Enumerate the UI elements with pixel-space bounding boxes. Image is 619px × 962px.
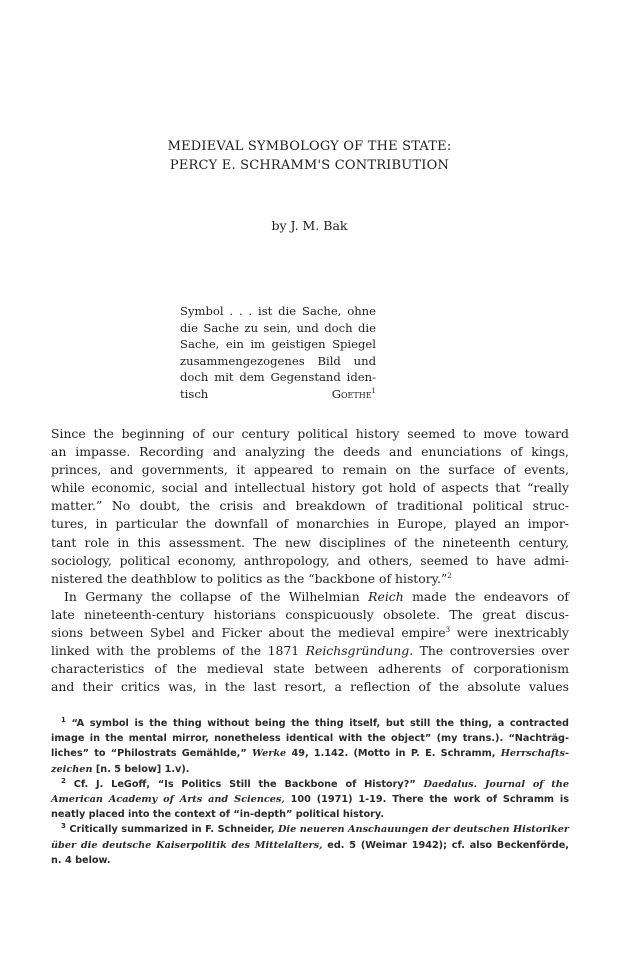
epigraph-last-line bbox=[180, 386, 376, 403]
footnote-italic: Daedalus. Journal of the bbox=[423, 778, 569, 790]
footnote-text: ed. 5 (Weimar 1942); cf. also Beckenförde, bbox=[322, 839, 569, 851]
footnote-number: 1 bbox=[61, 715, 66, 724]
body-line: matter.” No doubt, the crisis and breakdown of traditional political struc- bbox=[51, 498, 569, 514]
body-line: characteristics of the medieval state between adherents of corporationism bbox=[51, 661, 569, 677]
body-line-text: nistered the deathblow to politics as the “backbone of history.” bbox=[51, 570, 448, 586]
epigraph-line: tisch bbox=[180, 386, 209, 401]
epigraph-attribution bbox=[332, 387, 376, 401]
footnote-line bbox=[51, 792, 569, 807]
footnote-text: Cf. J. LeGoff, “Is Politics Still the Backbone of History?” bbox=[73, 778, 424, 790]
epigraph-line: Symbol . . . ist die Sache, ohne bbox=[180, 304, 376, 318]
footnote-italic: zeichen bbox=[51, 763, 93, 775]
epigraph-line: die Sache zu sein, und doch die bbox=[180, 320, 376, 335]
footnote-line bbox=[51, 716, 569, 731]
body-line: an impasse. Recording and analyzing the deeds and enunciations of kings, bbox=[51, 444, 569, 460]
body-text-run: sions between Sybel and Ficker about the medieval empire bbox=[51, 625, 446, 641]
body-text-run: made the endeavors of bbox=[403, 588, 569, 604]
footnote-line bbox=[51, 822, 569, 837]
epigraph-attribution-name: Goethe bbox=[331, 386, 372, 401]
body-text-run: In Germany the collapse of the Wilhelmian bbox=[64, 588, 369, 604]
epigraph-line: doch mit dem Gegenstand iden- bbox=[180, 370, 376, 385]
footnote-line bbox=[51, 777, 569, 792]
epigraph bbox=[180, 303, 376, 403]
body-text-run: linked with the problems of the 1871 bbox=[51, 643, 306, 659]
footnote-line bbox=[51, 762, 569, 777]
italic-term: Reich bbox=[368, 588, 404, 604]
body-line bbox=[51, 624, 569, 642]
body-line bbox=[51, 642, 569, 660]
footnote-number: 2 bbox=[61, 776, 66, 785]
footnote-text: “A symbol is the thing without being the thing itself, but still the thing, a contracted bbox=[71, 718, 569, 729]
footnotes bbox=[51, 716, 569, 868]
epigraph-line: zusammengezogenes Bild und bbox=[180, 353, 376, 368]
body-line: tures, in particular the downfall of monarchies in Europe, played an impor- bbox=[51, 516, 569, 532]
title-line-1: MEDIEVAL SYMBOLOGY OF THE STATE: bbox=[167, 139, 452, 154]
body-line bbox=[51, 588, 569, 606]
body-line: princes, and governments, it appeared to remain on the surface of events, bbox=[51, 462, 569, 478]
footnote-text: Critically summarized in F. Schneider, bbox=[69, 824, 279, 836]
footnote-italic: American Academy of Arts and Sciences, bbox=[51, 794, 285, 806]
footnote-italic: Herrschafts- bbox=[500, 748, 570, 760]
italic-term: Reichsgründung. bbox=[305, 643, 414, 659]
body-line: late nineteenth-century historians conspicuously obsolete. The great discus- bbox=[51, 606, 569, 622]
body-text-run: The controversies over bbox=[413, 643, 569, 659]
footnote-italic: Werke bbox=[251, 748, 287, 760]
body-line: while economic, social and intellectual history got hold of aspects that “really bbox=[51, 480, 569, 496]
footnote-ref-1[interactable]: 1 bbox=[371, 387, 376, 396]
body-line: Since the beginning of our century political history seemed to move toward bbox=[51, 426, 569, 441]
body-text bbox=[51, 425, 569, 696]
author-byline: by J. M. Bak bbox=[271, 218, 348, 233]
footnote-number: 3 bbox=[61, 822, 66, 831]
footnote-text: liches” to “Philostrats Gemählde,” bbox=[51, 748, 252, 760]
footnote-text: [n. 5 below] 1.v). bbox=[92, 763, 190, 775]
footnote-italic: über die deutsche Kaiserpolitik des Mittelalters, bbox=[51, 839, 323, 851]
article-title bbox=[0, 137, 619, 175]
body-line: sociology, political economy, anthropology, and others, seemed to have admi- bbox=[51, 552, 569, 568]
body-line: and their critics was, in the last resort, a reflection of the absolute values bbox=[51, 679, 569, 695]
footnote-line bbox=[51, 838, 569, 853]
footnote-italic: Die neueren Anschauungen der deutschen Historiker bbox=[278, 824, 570, 836]
body-text-run: were inextricably bbox=[450, 625, 570, 641]
footnote-line: neatly placed into the context of “in-depth” political history. bbox=[51, 809, 385, 821]
footnote-line bbox=[51, 746, 569, 761]
footnote-line: n. 4 below. bbox=[51, 854, 111, 866]
footnote-ref-3[interactable]: 3 bbox=[445, 625, 451, 634]
epigraph-line: Sache, ein im geistigen Spiegel bbox=[180, 337, 376, 352]
body-line bbox=[51, 570, 569, 588]
title-line-2: PERCY E. SCHRAMM'S CONTRIBUTION bbox=[169, 158, 450, 173]
footnote-line: image in the mental mirror, nonetheless identical with the object” (my trans.). “Nachträg- bbox=[51, 733, 569, 745]
footnote-text: 49, 1.142. (Motto in P. E. Schramm, bbox=[286, 748, 501, 760]
footnote-text: 100 (1971) 1-19. There the work of Schramm is bbox=[284, 794, 569, 806]
footnote-ref-2[interactable]: 2 bbox=[447, 571, 452, 580]
body-line: tant role in this assessment. The new disciplines of the nineteenth century, bbox=[51, 534, 569, 550]
